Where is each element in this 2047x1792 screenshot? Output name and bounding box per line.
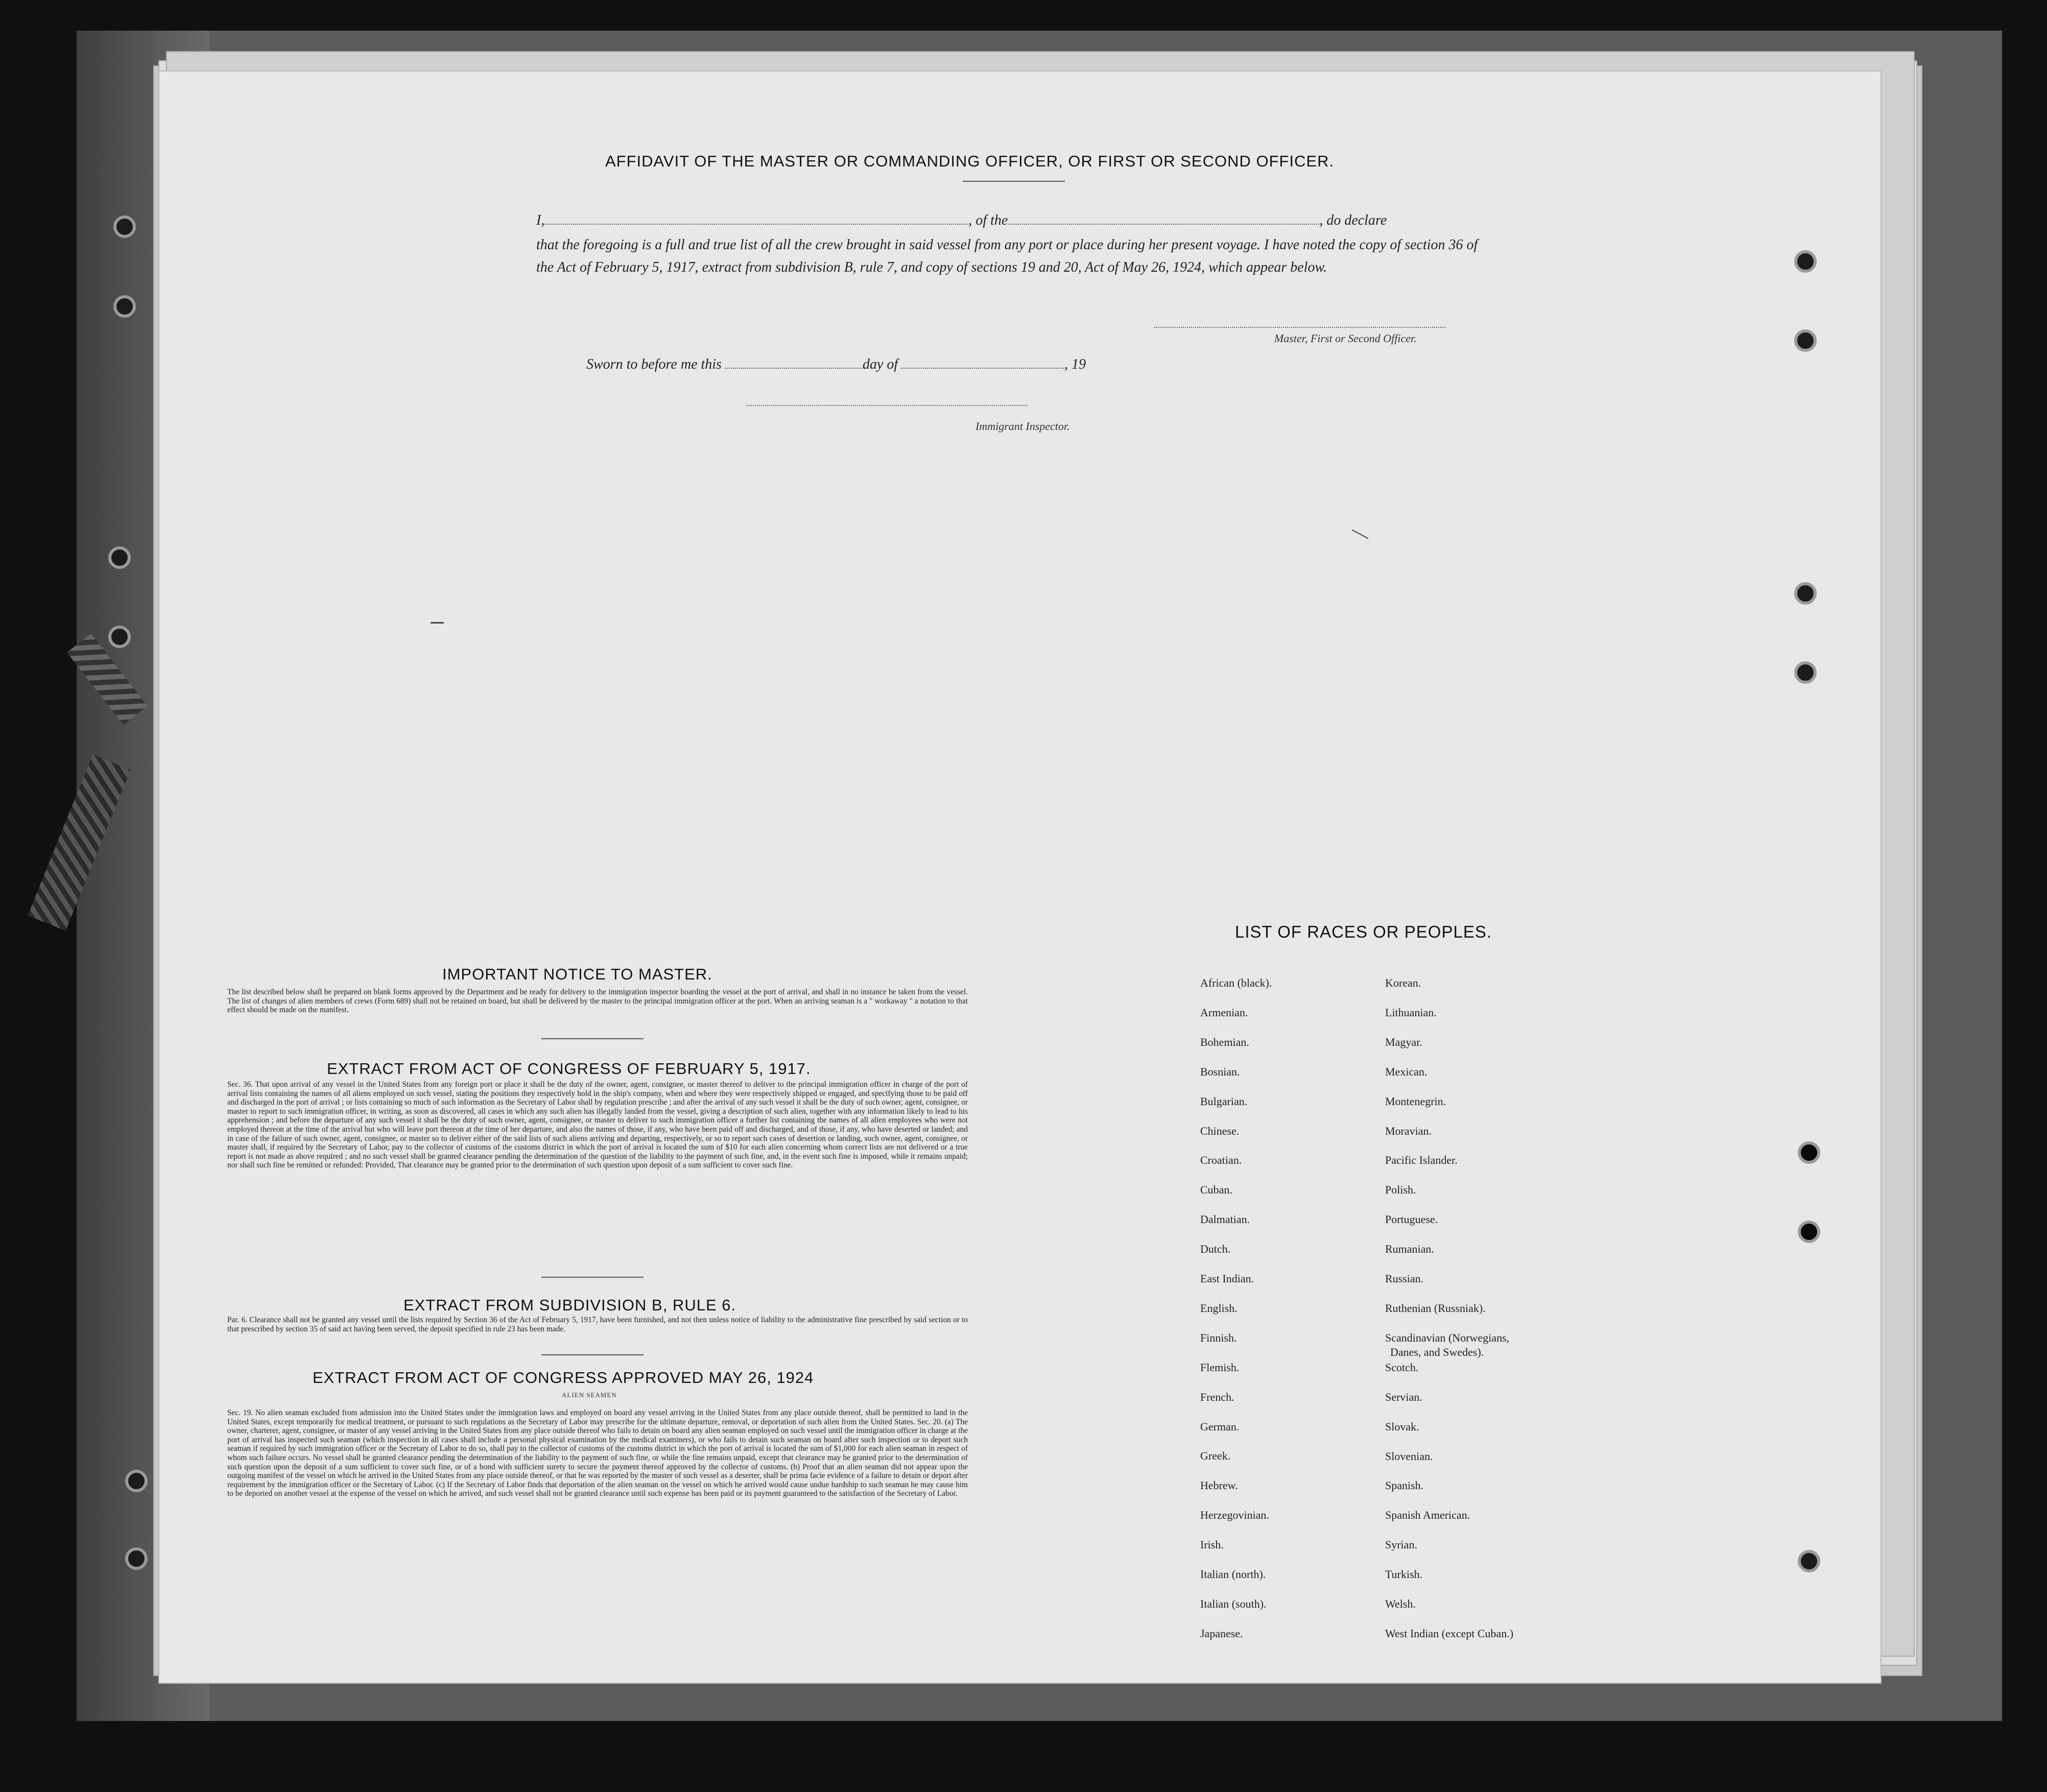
sworn-year-label: , 19 — [1064, 356, 1086, 372]
race-item: French. — [1200, 1390, 1234, 1403]
race-item: Finnish. — [1200, 1331, 1237, 1344]
extract-rule6-title: EXTRACT FROM SUBDIVISION B, RULE 6. — [403, 1296, 736, 1314]
binder-hole — [125, 1470, 148, 1492]
race-item: Moravian. — [1385, 1124, 1432, 1137]
race-item: Greek. — [1200, 1449, 1231, 1463]
race-item: Irish. — [1200, 1538, 1224, 1551]
declaration-prefix: I, — [536, 212, 545, 228]
binder-hole — [1794, 329, 1817, 352]
race-item: Croatian. — [1200, 1154, 1242, 1167]
extract-1917-title: EXTRACT FROM ACT OF CONGRESS OF FEBRUARY 5, 1917. — [327, 1060, 811, 1078]
binder-hole — [108, 626, 131, 648]
race-item: Dalmatian. — [1200, 1213, 1250, 1226]
affidavit-body: that the foregoing is a full and true list of all the crew brought in said vessel from any port or place during her present voyage. I have noted the copy of section 36 of the Act of February 5, 1917, extract from subdivision B, rule 7, and copy of sections 19 and 20, Act of May 26, 1924, which appear below. — [536, 237, 1478, 275]
race-item: Slovak. — [1385, 1420, 1419, 1433]
race-item: Syrian. — [1385, 1538, 1417, 1551]
race-item: Korean. — [1385, 976, 1421, 989]
binder-hole — [1798, 1221, 1820, 1243]
race-item: Pacific Islander. — [1385, 1154, 1458, 1167]
race-item: Turkish. — [1385, 1568, 1423, 1581]
races-list-title: LIST OF RACES OR PEOPLES. — [1235, 922, 1492, 941]
race-item: Flemish. — [1200, 1360, 1240, 1374]
race-item: Japanese. — [1200, 1627, 1243, 1640]
sworn-line — [586, 356, 1086, 373]
binder-hole — [1794, 661, 1817, 684]
month-blank — [901, 356, 1064, 369]
race-item: Armenian. — [1200, 1006, 1248, 1019]
race-item: Spanish American. — [1385, 1509, 1470, 1522]
stray-mark — [431, 622, 444, 624]
race-item: Bosnian. — [1200, 1065, 1240, 1078]
binder-hole — [1798, 1141, 1820, 1164]
race-item: Lithuanian. — [1385, 1006, 1437, 1019]
race-item: Chinese. — [1200, 1124, 1240, 1137]
race-item: West Indian (except Cuban.) — [1385, 1627, 1514, 1640]
extract-1924-title: EXTRACT FROM ACT OF CONGRESS APPROVED MAY 26, 1924 — [313, 1369, 814, 1387]
binder-hole — [108, 546, 131, 569]
binder-hole — [125, 1547, 148, 1570]
master-signature-line — [1154, 327, 1445, 328]
race-item: Montenegrin. — [1385, 1094, 1446, 1108]
race-item: Mexican. — [1385, 1065, 1427, 1078]
race-item: Bulgarian. — [1200, 1094, 1248, 1108]
race-item: Scotch. — [1385, 1360, 1419, 1374]
binder-hole — [1794, 250, 1817, 273]
sworn-prefix: Sworn to before me this — [586, 356, 722, 372]
declaration-suffix: , do declare — [1319, 212, 1387, 228]
title-rule — [963, 181, 1065, 182]
declaration-middle: , of the — [968, 212, 1008, 228]
day-blank — [725, 356, 863, 369]
section-36-text: Sec. 36. That upon arrival of any vessel in the United States from any foreign port or place it shall be the duty of the owner, agent, consignee, or master thereof to deliver to the principal immigration officer in charge of the port of arrival lists containing the names of all aliens employed on such vessel, stating the positions they respectively hold in the ship's company, when and where they were respectively shipped or engaged, and specifying those to be paid off and discharged in the port of arrival ; or lists containing so much of such information as the Secretary of Labor shall by regulation prescribe ; and after the arrival of any such vessel it shall be the duty of such owner, agent, consignee, or master to report to such immigration officer, in writing, as soon as discovered, all cases in which any such alien has illegally landed from the vessel, giving a description of such alien, together with any information likely to lead to his apprehension ; and before the departure of any such vessel it shall be the duty of such owner, agent, consignee, or master to deliver to such immigration officer a further list containing the names of all alien employees who were not employed thereon at the time of the arrival but who will leave port thereon at the time of her departure, and also the names of those, if any, who have been paid off and discharged, and of those, if any, who have deserted or landed; and in case of the failure of such owner, agent, consignee, or master so to deliver either of the said lists of such aliens arriving and departing, respectively, or so to report such cases of desertion or landing, such owner, agent, consignee, or master shall, if required by the Secretary of Labor, pay to the collector of customs of the customs district in which the port of arrival is located the sum of $10 for each alien concerning whom correct lists are not delivered or a true report is not made as above required ; and no such vessel shall be granted clearance pending the determination of the question of the liability to the payment of such fine, and, in the event such fine is imposed, while it remains unpaid; nor shall such fine be remitted or refunded: Provided, That clearance may be granted prior to the determination of such question upon deposit of a sum sufficient to cover such fine. — [227, 1080, 968, 1170]
race-item: Italian (north). — [1200, 1568, 1266, 1581]
notice-title: IMPORTANT NOTICE TO MASTER. — [442, 965, 712, 983]
race-item: Rumanian. — [1385, 1243, 1434, 1256]
section-rule — [541, 1354, 644, 1355]
master-signature-label: Master, First or Second Officer. — [1274, 332, 1417, 345]
race-item: Magyar. — [1385, 1035, 1422, 1048]
race-item: African (black). — [1200, 976, 1272, 989]
alien-seamen-subtitle: ALIEN SEAMEN — [562, 1391, 617, 1399]
inspector-signature-line — [747, 405, 1028, 406]
binder-hole — [113, 295, 136, 318]
race-item: Russian. — [1385, 1272, 1424, 1285]
notice-body: The list described below shall be prepared on blank forms approved by the Department and be ready for delivery to the immigration inspector boarding the vessel at the port of arrival, and shall in no instance be taken from the vessel. The list of changes of alien members of crews (Form 689) shall not be retained on board, but shall be delivered by the master to the principal immigration officer at the port. When an arriving seaman is a " workaway " a notation to that effect should be made on the manifest. — [227, 988, 968, 1015]
section-rule — [541, 1038, 644, 1039]
binder-hole — [113, 216, 136, 238]
race-item: Spanish. — [1385, 1479, 1424, 1492]
sections-19-20-text: Sec. 19. No alien seaman excluded from admission into the United States under the immigration laws and employed on board any vessel arriving in the United States from any place outside thereof, shall be permitted to land in the United States, except temporarily for medical treatment, or pursuant to such regulations as the Secretary of Labor may prescribe for the ultimate departure, removal, or deportation of such alien from the United States. Sec. 20. (a) The owner, charterer, agent, consignee, or master of any vessel arriving in the United States from any place outside thereof who fails to detain on board any alien seaman employed on such vessel until the immigration officer in charge at the port of arrival has inspected such seaman (which inspection in all cases shall include a personal physical examination by the medical examiners), or who fails to detain such seaman on board after such inspection or to deport such seaman if required by such immigration officer or the Secretary of Labor to do so, shall pay to the collector of customs of the customs district in which the port of arrival is located the sum of $1,000 for each alien seaman in respect of whom such failure occurs. No vessel shall be granted clearance pending the determination of the liability to the payment of such fine, or while the fine remains unpaid, except that clearance may be granted prior to the determination of such question upon the deposit of a sum sufficient to cover such fine, or of a bond with sufficient surety to secure the payment thereof approved by the collector of customs. (b) Proof that an alien seaman did not appear upon the outgoing manifest of the vessel on which he arrived in the United States from any place outside thereof, or that he was reported by the master of such vessel as a deserter, shall be prima facie evidence of a failure to detain or deport after requirement by the immigration officer or the Secretary of Labor. (c) If the Secretary of Labor finds that deportation of the alien seaman on the vessel on which he arrived would cause undue hardship to such seaman he may cause him to be deported on another vessel at the expense of the vessel on which he arrived, and such vessel shall not be granted clearance until such expense has been paid or its payment guaranteed to the satisfaction of the Secretary of Labor. — [227, 1408, 968, 1498]
vessel-blank — [1008, 212, 1319, 225]
race-item: Herzegovinian. — [1200, 1509, 1269, 1522]
race-item: Danes, and Swedes). — [1390, 1345, 1484, 1358]
race-item: Portuguese. — [1385, 1213, 1438, 1226]
race-item: Welsh. — [1385, 1597, 1416, 1610]
race-item: Dutch. — [1200, 1243, 1231, 1256]
rule-6-text: Par. 6. Clearance shall not be granted any vessel until the lists required by Section 36 of the Act of February 5, 1917, have been furnished, and not then unless notice of liability to the administrative fine prescribed by said section or to that prescribed by section 35 of said act having been served, the deposit specified in rule 23 has been made. — [227, 1316, 968, 1333]
binder-hole — [1798, 1550, 1820, 1572]
declaration-line — [536, 212, 1387, 229]
race-item: Scandinavian (Norwegians, — [1385, 1331, 1510, 1344]
race-item: Slovenian. — [1385, 1449, 1433, 1463]
race-item: Bohemian. — [1200, 1035, 1249, 1048]
race-item: Servian. — [1385, 1390, 1422, 1403]
section-rule — [541, 1277, 644, 1278]
race-item: Polish. — [1385, 1183, 1416, 1197]
sworn-day-label: day of — [862, 356, 898, 372]
binder-hole — [1794, 582, 1817, 605]
race-item: Ruthenian (Russniak). — [1385, 1301, 1486, 1315]
inspector-signature-label: Immigrant Inspector. — [975, 420, 1070, 433]
name-blank — [544, 212, 968, 225]
race-item: German. — [1200, 1420, 1240, 1433]
affidavit-title: AFFIDAVIT OF THE MASTER OR COMMANDING OFFICER, OR FIRST OR SECOND OFFICER. — [605, 152, 1335, 170]
race-item: English. — [1200, 1301, 1237, 1315]
race-item: Italian (south). — [1200, 1597, 1267, 1610]
race-item: Cuban. — [1200, 1183, 1232, 1197]
race-item: Hebrew. — [1200, 1479, 1238, 1492]
race-item: East Indian. — [1200, 1272, 1254, 1285]
